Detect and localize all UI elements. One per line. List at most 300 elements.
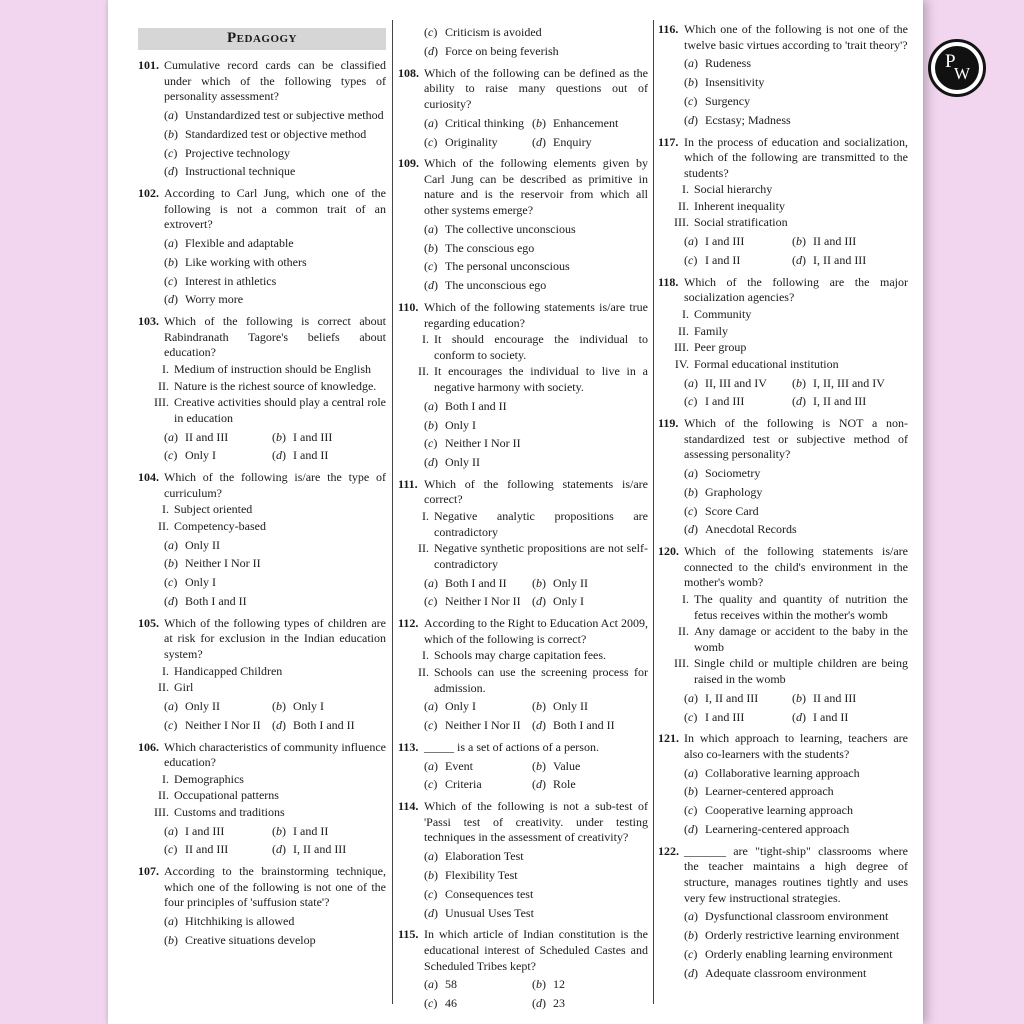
option-letter: (d) <box>272 717 286 732</box>
question-header <box>658 275 908 306</box>
statement <box>408 364 648 395</box>
statement-number: II. <box>678 624 689 639</box>
question-number: 110. <box>398 299 419 314</box>
option-text: Only I <box>185 448 216 463</box>
statement-number: II. <box>158 518 169 533</box>
option-letter: (b) <box>792 375 806 390</box>
answer-option <box>684 94 908 110</box>
answer-option <box>424 906 648 922</box>
option-text: Hitchhiking is allowed <box>185 914 295 929</box>
answer-option <box>684 394 792 410</box>
option-text: Only I <box>445 417 476 432</box>
option-letter: (a) <box>684 234 698 249</box>
statement <box>408 665 648 696</box>
question-text: _____ is a set of actions of a person. <box>424 739 599 754</box>
answer-option <box>684 522 908 538</box>
answer-option <box>532 977 648 993</box>
options-grid <box>164 696 386 734</box>
statement <box>148 788 386 804</box>
statement-text: It should encourage the individual to conform to society. <box>434 332 648 362</box>
answer-option <box>164 108 386 124</box>
question-text: Which one of the following is not one of the twelve basic virtues according to 'trait theory'? <box>684 22 908 52</box>
option-letter: (d) <box>532 718 546 733</box>
option-text: Ecstasy; Madness <box>705 112 791 127</box>
question-header <box>658 416 908 463</box>
statement-number: III. <box>674 215 689 230</box>
question-item <box>138 470 386 610</box>
option-letter: (b) <box>532 758 546 773</box>
question-text: According to the Right to Education Act 2009, which of the following is correct? <box>424 616 648 646</box>
question-text: Which of the following are the major socialization agencies? <box>684 274 908 305</box>
statement <box>148 664 386 680</box>
question-item <box>398 66 648 150</box>
statement-number: II. <box>418 664 429 679</box>
statement-text: It encourages the individual to live in a negative harmony with society. <box>434 364 648 394</box>
statement <box>148 395 386 426</box>
statement-number: III. <box>154 395 169 410</box>
option-letter: (d) <box>792 394 806 409</box>
option-text: Both I and II <box>185 594 247 608</box>
logo-badge-icon <box>935 46 979 90</box>
statement-number: III. <box>674 340 689 355</box>
option-letter: (c) <box>684 253 698 268</box>
option-letter: (c) <box>424 996 438 1011</box>
option-text: I and III <box>185 823 225 838</box>
option-letter: (a) <box>164 698 178 713</box>
option-letter: (a) <box>424 699 438 714</box>
option-text: Critical thinking <box>445 115 524 130</box>
statement-number: I. <box>162 771 169 786</box>
question-header <box>398 799 648 846</box>
answer-option <box>424 777 532 793</box>
answer-option <box>424 44 648 60</box>
answer-option <box>424 455 648 471</box>
answer-option <box>792 691 908 707</box>
question-item <box>398 616 648 734</box>
answer-option <box>164 556 386 572</box>
statement-text: Any damage or accident to the baby in the womb <box>694 624 908 654</box>
statement <box>668 357 908 373</box>
option-text: Both I and II <box>293 717 355 732</box>
question-header <box>658 844 908 906</box>
statement-number: II. <box>418 364 429 379</box>
option-letter: (d) <box>424 43 438 58</box>
answer-option <box>424 135 532 151</box>
question-text: Which of the following statements is/are correct? <box>424 476 648 507</box>
statement-text: Family <box>694 323 729 338</box>
option-letter: (d) <box>684 965 698 980</box>
option-letter: (d) <box>792 709 806 724</box>
statement-number: I. <box>422 648 429 663</box>
answer-option <box>424 977 532 993</box>
option-text: 12 <box>553 977 565 992</box>
option-text: Graphology <box>705 484 763 499</box>
option-letter: (b) <box>272 823 286 838</box>
question-text: Which of the following is not a sub-test of 'Passi test of creativity. under testing techniques in the assessment of creativity? <box>424 799 648 845</box>
answer-option <box>164 274 386 290</box>
option-text: I and III <box>293 429 333 444</box>
statement-number: I. <box>162 663 169 678</box>
question-number: 121. <box>658 731 679 746</box>
option-letter: (a) <box>684 56 698 71</box>
statement <box>148 805 386 821</box>
option-text: Only II <box>445 455 480 470</box>
option-text: I and II <box>293 448 329 463</box>
option-letter: (b) <box>164 932 178 947</box>
option-text: Both I and II <box>445 398 507 413</box>
statement-number: I. <box>682 182 689 197</box>
answer-option <box>684 75 908 91</box>
option-letter: (d) <box>532 134 546 149</box>
question-header <box>658 731 908 762</box>
answer-option <box>684 691 792 707</box>
statement-number: I. <box>162 361 169 376</box>
option-letter: (d) <box>684 112 698 127</box>
statement <box>148 519 386 535</box>
question-header <box>398 740 648 756</box>
option-letter: (b) <box>792 690 806 705</box>
question-text: Which of the following elements given by Carl Jung can be described as primitive in nature and is the reservoir from which all other systems emerge? <box>424 156 648 218</box>
answer-option <box>792 710 908 726</box>
option-text: Elaboration Test <box>445 849 524 864</box>
answer-option <box>532 576 648 592</box>
option-text: Orderly restrictive learning environment <box>705 928 900 943</box>
option-text: Value <box>553 758 581 773</box>
answer-option <box>164 842 272 858</box>
answer-option <box>792 394 908 410</box>
option-text: Insensitivity <box>705 75 765 90</box>
answer-option <box>684 822 908 838</box>
option-letter: (c) <box>684 503 698 518</box>
option-text: Flexibility Test <box>445 867 518 882</box>
option-text: Role <box>553 777 576 792</box>
statement <box>668 215 908 231</box>
question-item <box>398 300 648 471</box>
column-divider <box>653 20 654 1004</box>
question-header <box>398 300 648 331</box>
question-header <box>138 314 386 361</box>
question-item <box>398 25 648 59</box>
question-item <box>138 740 386 859</box>
option-letter: (b) <box>532 977 546 992</box>
answer-option <box>792 234 908 250</box>
question-item <box>398 927 648 1011</box>
answer-option <box>424 576 532 592</box>
statement-text: Nature is the richest source of knowledge. <box>174 378 377 393</box>
option-text: Originality <box>445 134 498 149</box>
option-text: I and III <box>705 394 745 409</box>
option-text: I and II <box>293 823 329 838</box>
option-letter: (c) <box>684 946 698 961</box>
answer-option <box>684 485 908 501</box>
answer-option <box>684 784 908 800</box>
option-text: Standardized test or objective method <box>185 126 367 141</box>
question-text: Cumulative record cards can be classified under which of the following types of personality assessment? <box>164 58 386 104</box>
options-grid <box>424 974 648 1012</box>
logo-letter-p: P <box>945 51 956 72</box>
statement <box>668 592 908 623</box>
logo-letter-w: W <box>954 64 971 83</box>
option-text: Learnering-centered approach <box>705 822 850 837</box>
section-title: Pedagogy <box>138 28 386 50</box>
option-text: I, II and III <box>813 394 867 409</box>
statement-number: I. <box>682 307 689 321</box>
option-text: The collective unconscious <box>445 221 576 236</box>
question-item <box>658 844 908 982</box>
options-grid <box>684 372 908 410</box>
column-right <box>658 22 908 988</box>
question-number: 120. <box>658 544 679 559</box>
answer-option <box>532 759 648 775</box>
option-letter: (d) <box>272 842 286 857</box>
statement-text: Inherent inequality <box>694 198 785 213</box>
option-letter: (c) <box>424 436 438 451</box>
question-number: 117. <box>658 134 679 149</box>
answer-option <box>684 909 908 925</box>
option-text: Surgency <box>705 93 751 108</box>
option-text: The unconscious ego <box>445 278 547 293</box>
question-text: Which of the following statements is/are connected to the child's environment in the mother's womb? <box>684 544 908 590</box>
statement-text: Schools may charge capitation fees. <box>434 648 607 663</box>
option-text: Both I and II <box>445 575 507 590</box>
statement-number: III. <box>154 804 169 819</box>
option-text: Adequate classroom environment <box>705 965 867 980</box>
option-text: Like working with others <box>185 254 307 269</box>
option-letter: (a) <box>424 849 438 864</box>
option-text: Creative situations develop <box>185 932 316 947</box>
option-letter: (b) <box>164 556 178 571</box>
column-divider <box>392 20 393 1004</box>
option-letter: (d) <box>532 777 546 792</box>
statement-number: III. <box>674 656 689 671</box>
statement-text: Medium of instruction should be English <box>174 361 371 376</box>
statement-number: II. <box>158 788 169 803</box>
question-number: 108. <box>398 65 419 80</box>
question-item <box>138 616 386 734</box>
answer-option <box>424 259 648 275</box>
answer-option <box>164 718 272 734</box>
statement-number: II. <box>158 680 169 695</box>
answer-option <box>424 849 648 865</box>
answer-option <box>272 718 386 734</box>
option-letter: (d) <box>164 594 178 608</box>
option-letter: (b) <box>684 75 698 90</box>
question-text: Which of the following is correct about Rabindranath Tagore's beliefs about education? <box>164 314 386 360</box>
option-letter: (d) <box>792 253 806 268</box>
question-number: 104. <box>138 470 159 485</box>
question-text: Which of the following types of children are at risk for exclusion in the Indian education system? <box>164 615 386 661</box>
answer-option <box>272 430 386 446</box>
option-letter: (c) <box>424 718 438 733</box>
option-letter: (c) <box>424 594 438 609</box>
question-item <box>138 186 386 308</box>
option-letter: (d) <box>164 164 178 179</box>
question-header <box>138 616 386 663</box>
option-text: 46 <box>445 996 457 1011</box>
column-middle <box>398 22 648 1018</box>
option-letter: (b) <box>272 429 286 444</box>
answer-option <box>424 594 532 610</box>
option-text: Only II <box>185 537 220 552</box>
statement-number: II. <box>158 378 169 393</box>
question-number: 122. <box>658 843 679 858</box>
question-text: Which of the following can be defined as the ability to raise many questions out of curiosity? <box>424 65 648 111</box>
question-header <box>138 186 386 233</box>
answer-option <box>164 430 272 446</box>
option-text: Instructional technique <box>185 164 296 179</box>
answer-option <box>532 135 648 151</box>
statement <box>148 680 386 696</box>
question-number: 102. <box>138 186 159 201</box>
option-letter: (a) <box>164 823 178 838</box>
option-letter: (c) <box>164 842 178 857</box>
question-header <box>398 477 648 508</box>
option-letter: (c) <box>684 803 698 818</box>
question-text: Which of the following statements is/are true regarding education? <box>424 299 648 330</box>
question-number: 103. <box>138 314 159 329</box>
question-number: 112. <box>398 616 419 631</box>
option-text: The personal unconscious <box>445 259 570 274</box>
question-text: Which characteristics of community influence education? <box>164 739 386 770</box>
option-text: II, III and IV <box>705 375 767 390</box>
statement-text: Customs and traditions <box>174 804 285 819</box>
answer-option <box>684 928 908 944</box>
statement-text: Handicapped Children <box>174 663 283 678</box>
statement-text: Competency-based <box>174 518 266 533</box>
question-number: 115. <box>398 927 419 942</box>
option-letter: (d) <box>684 522 698 537</box>
question-item <box>138 58 386 180</box>
question-header <box>398 66 648 113</box>
statement-text: Demographics <box>174 771 244 786</box>
answer-option <box>684 376 792 392</box>
option-letter: (d) <box>272 448 286 463</box>
option-letter: (c) <box>164 145 178 160</box>
option-text: Flexible and adaptable <box>185 236 294 251</box>
option-text: Only I <box>185 575 216 590</box>
answer-option <box>424 25 648 41</box>
question-item <box>398 477 648 610</box>
option-text: I and III <box>705 709 745 724</box>
question-number: 116. <box>658 22 679 36</box>
statement-number: I. <box>162 502 169 517</box>
statement-text: Schools can use the screening process for admission. <box>434 664 648 695</box>
option-text: Neither I Nor II <box>445 436 521 451</box>
option-text: Only I <box>293 698 324 713</box>
question-header <box>658 544 908 591</box>
statement-text: Social stratification <box>694 215 788 230</box>
question-text: According to the brainstorming technique, which one of the following is not one of the four principles of 'suffusion state'? <box>164 864 386 910</box>
answer-option <box>164 448 272 464</box>
question-text: In the process of education and socialization, which of the following are transmitted to the students? <box>684 134 908 180</box>
option-text: Learner-centered approach <box>705 784 834 799</box>
statement-text: Negative synthetic propositions are not self-contradictory <box>434 541 648 571</box>
answer-option <box>272 842 386 858</box>
option-letter: (b) <box>424 867 438 882</box>
answer-option <box>684 56 908 72</box>
answer-option <box>164 824 272 840</box>
question-header <box>658 135 908 182</box>
option-text: Unusual Uses Test <box>445 905 534 920</box>
answer-option <box>164 575 386 591</box>
option-letter: (c) <box>684 709 698 724</box>
option-text: Rudeness <box>705 56 751 71</box>
option-text: Only I <box>553 594 584 609</box>
option-text: Collaborative learning approach <box>705 765 860 780</box>
answer-option <box>164 236 386 252</box>
question-item <box>658 22 908 128</box>
option-text: II and III <box>185 429 229 444</box>
option-text: Neither I Nor II <box>445 594 521 609</box>
statement <box>408 332 648 363</box>
question-text: Which of the following is NOT a non-standardized test or subjective method of assessing personality? <box>684 416 908 462</box>
answer-option <box>424 436 648 452</box>
question-number: 113. <box>398 739 419 754</box>
statement <box>668 340 908 356</box>
question-number: 107. <box>138 864 159 879</box>
question-item <box>658 416 908 538</box>
question-header <box>138 740 386 771</box>
option-text: I and II <box>705 253 741 268</box>
statement-number: I. <box>422 509 429 524</box>
statement-text: Single child or multiple children are being raised in the womb <box>694 656 908 686</box>
statement-number: II. <box>418 541 429 556</box>
question-number: 109. <box>398 156 419 171</box>
answer-option <box>792 376 908 392</box>
option-letter: (c) <box>424 777 438 792</box>
statement <box>148 362 386 378</box>
option-letter: (a) <box>684 690 698 705</box>
answer-option <box>684 234 792 250</box>
statement-text: Community <box>694 307 752 321</box>
option-text: 23 <box>553 996 565 1011</box>
option-text: Only I <box>445 699 476 714</box>
answer-option <box>424 116 532 132</box>
statement-text: Negative analytic propositions are contradictory <box>434 509 648 539</box>
option-letter: (c) <box>424 259 438 274</box>
answer-option <box>684 113 908 129</box>
answer-option <box>424 241 648 257</box>
statement-number: I. <box>422 332 429 347</box>
question-number: 118. <box>658 274 679 289</box>
question-item <box>658 731 908 837</box>
option-letter: (d) <box>684 822 698 837</box>
option-text: Event <box>445 758 473 773</box>
answer-option <box>164 292 386 308</box>
statement-text: Creative activities should play a central role in education <box>174 395 386 425</box>
statement <box>408 648 648 664</box>
answer-option <box>164 538 386 554</box>
option-letter: (a) <box>424 115 438 130</box>
option-letter: (a) <box>684 765 698 780</box>
option-text: The conscious ego <box>445 240 535 255</box>
option-text: I, II and III <box>813 253 867 268</box>
answer-option <box>424 718 532 734</box>
option-letter: (b) <box>532 115 546 130</box>
statement-text: Social hierarchy <box>694 182 773 197</box>
option-letter: (a) <box>164 107 178 122</box>
question-number: 101. <box>138 58 159 72</box>
question-number: 105. <box>138 615 159 630</box>
option-text: I, II and III <box>293 842 347 857</box>
answer-option <box>424 759 532 775</box>
question-text: Which of the following is/are the type of curriculum? <box>164 470 386 500</box>
question-item <box>398 740 648 793</box>
option-text: I and II <box>813 709 849 724</box>
question-number: 106. <box>138 739 159 754</box>
answer-option <box>424 399 648 415</box>
option-text: Orderly enabling learning environment <box>705 946 893 961</box>
